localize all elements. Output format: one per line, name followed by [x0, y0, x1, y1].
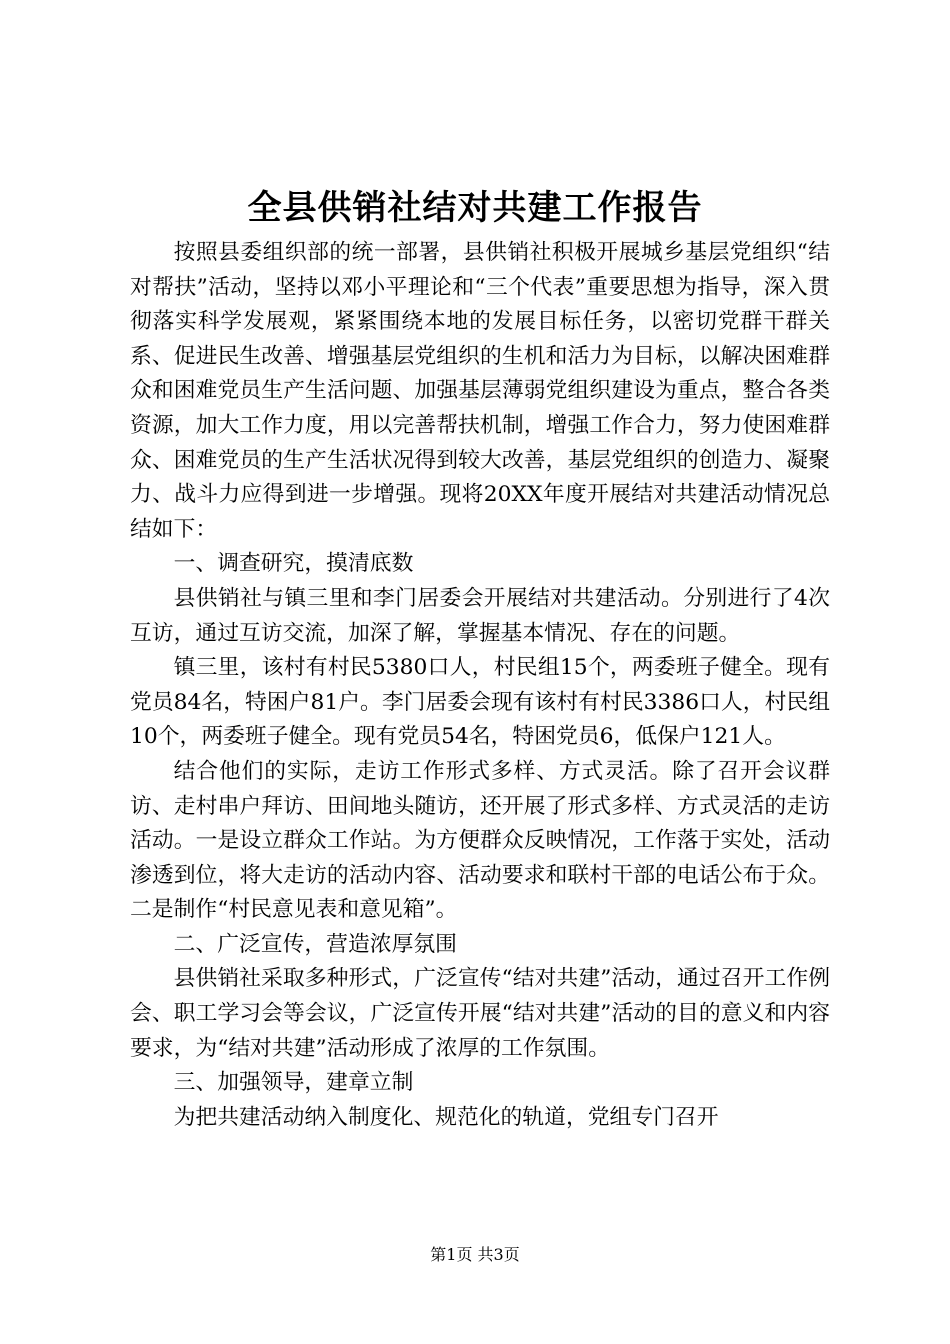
paragraph-intro: 按照县委组织部的统一部署，县供销社积极开展城乡基层党组织“结对帮扶”活动，坚持以邓小平理论和“三个代表”重要思想为指导，深入贯彻落实科学发展观，紧紧围绕本地的发展目标任务，以密切党群干群关系、促进民生改善、增强基层党组织的生机和活力为目标，以解决困难群众和困难党员生产生活问题、加强基层薄弱党组织建设为重点，整合各类资源，加大工作力度，用以完善帮扶机制，增强工作合力，努力使困难群众、困难党员的生产生活状况得到较大改善，基层党组织的创造力、凝聚力、战斗力应得到进一步增强。现将20XX年度开展结对共建活动情况总结如下：	[130, 240, 830, 542]
paragraph-2: 镇三里，该村有村民5380口人，村民组15个，两委班子健全。现有党员84名，特困户81户。李门居委会现有该村有村民3386口人，村民组10个，两委班子健全。现有党员54名，特困党员6，低保户121人。	[130, 655, 830, 750]
paragraph-4: 县供销社采取多种形式，广泛宣传“结对共建”活动，通过召开工作例会、职工学习会等会议，广泛宣传开展“结对共建”活动的目的意义和内容要求，为“结对共建”活动形成了浓厚的工作氛围。	[130, 966, 830, 1061]
section-heading-1: 一、调查研究，摸清底数	[173, 551, 414, 577]
paragraph-3: 结合他们的实际，走访工作形式多样、方式灵活。除了召开会议群访、走村串户拜访、田间地头随访，还开展了形式多样、方式灵活的走访活动。一是设立群众工作站。为方便群众反映情况，工作落于实处，活动渗透到位，将大走访的活动内容、活动要求和联村干部的电话公布于众。二是制作“村民意见表和意见箱”。	[130, 758, 830, 923]
paragraph-5: 为把共建活动纳入制度化、规范化的轨道，党组专门召开	[173, 1104, 719, 1130]
paragraph-1: 县供销社与镇三里和李门居委会开展结对共建活动。分别进行了4次互访，通过互访交流，加深了解，掌握基本情况、存在的问题。	[130, 585, 830, 646]
document-body	[130, 236, 830, 1135]
section-heading-3: 三、加强领导，建章立制	[173, 1070, 414, 1096]
page-footer: 第1页 共3页	[430, 1245, 520, 1264]
document-title: 全县供销社结对共建工作报告	[247, 188, 703, 228]
section-heading-2: 二、广泛宣传，营造浓厚氛围	[173, 931, 457, 957]
